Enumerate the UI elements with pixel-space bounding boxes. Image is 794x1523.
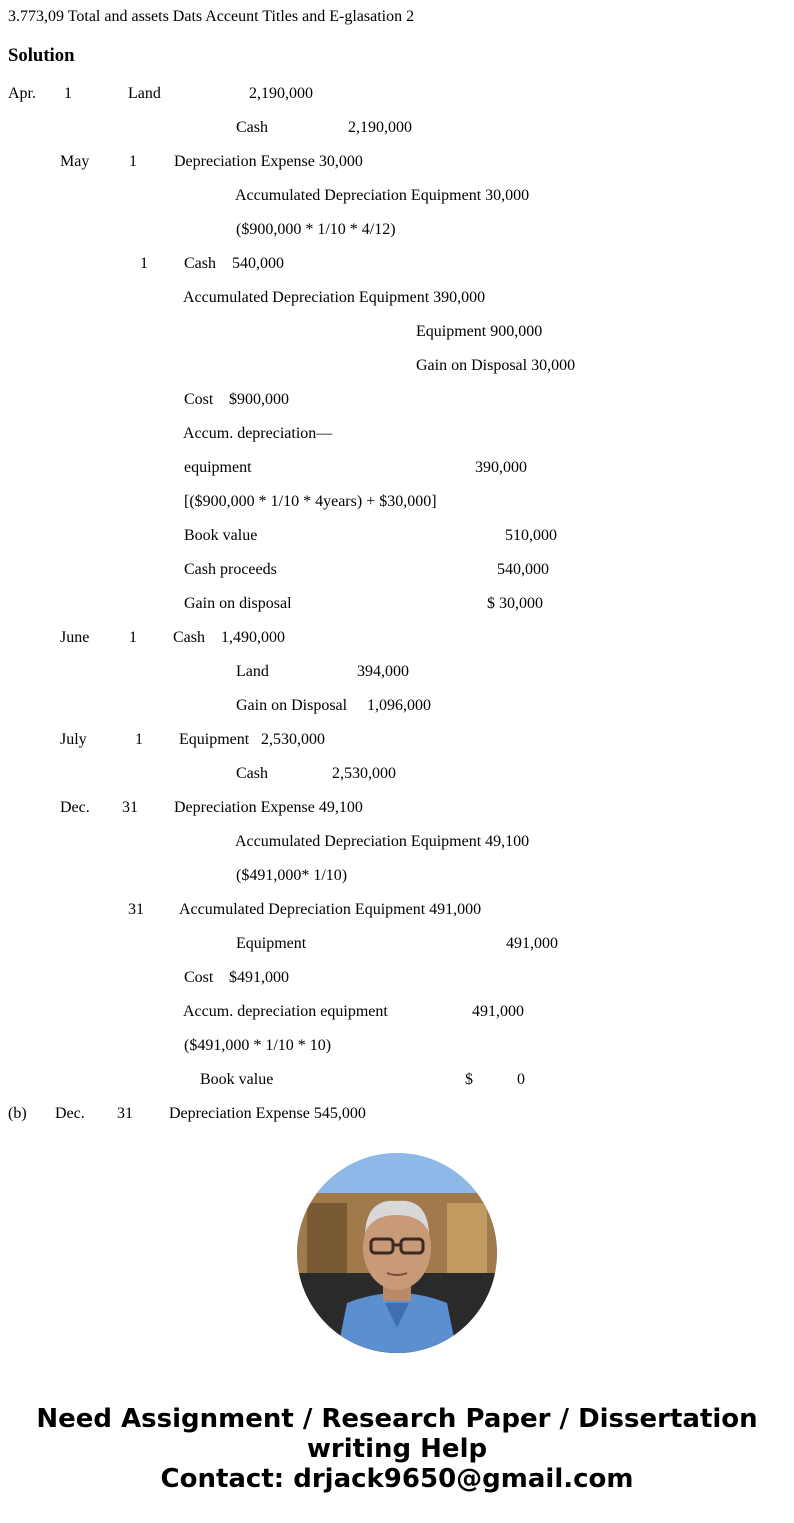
entry-month: Apr. [8,85,36,102]
debit-account: Land [128,85,161,102]
promo-banner [0,1404,794,1494]
entry-day: 1 [129,629,137,646]
credit-amount: 2,530,000 [332,765,396,782]
debit-line: Depreciation Expense 49,100 [174,799,363,816]
entry-day: 31 [128,901,144,918]
calc-label: Cost [184,969,214,986]
entry-month: Dec. [55,1105,85,1122]
debit-account: Cash [173,629,205,646]
avatar [297,1153,497,1353]
calc-label: Book value [200,1071,274,1088]
promo-contact: Contact: drjack9650@gmail.com [160,1464,634,1494]
promo-line: writing Help [306,1434,488,1464]
credit-line: Accumulated Depreciation Equipment 49,100 [235,833,530,850]
entry-month: May [60,153,90,170]
credit-account: Equipment [236,935,307,952]
person-portrait-icon [297,1153,497,1353]
calc-value: 0 [517,1071,525,1088]
debit-account: Cash [184,255,216,272]
entry-day: 1 [64,85,72,102]
calc-value: $900,000 [229,391,289,408]
credit-amount: 2,190,000 [348,119,412,136]
credit-account: Gain on Disposal [236,697,348,714]
debit-amount: 2,190,000 [249,85,313,102]
calculation-note: ($900,000 * 1/10 * 4/12) [236,221,396,238]
debit-line: Depreciation Expense 545,000 [169,1105,366,1122]
debit-line: Depreciation Expense 30,000 [174,153,363,170]
credit-line: Accumulated Depreciation Equipment 30,000 [235,187,530,204]
debit-amount: 1,490,000 [221,629,285,646]
calculation-note: ($491,000 * 1/10 * 10) [184,1037,332,1054]
credit-amount: 1,096,000 [367,697,431,714]
solution-heading: Solution [8,45,75,66]
credit-line: Gain on Disposal 30,000 [416,357,576,374]
entry-day: 1 [140,255,148,272]
calc-label: equipment [184,459,252,476]
calc-label: Cash proceeds [184,561,277,578]
calc-value: $491,000 [229,969,289,986]
calculation-note: [($900,000 * 1/10 * 4years) + $30,000] [184,493,437,510]
calc-currency: $ [465,1071,473,1088]
debit-account: Equipment [179,731,250,748]
entry-day: 1 [135,731,143,748]
calc-label: Accum. depreciation— [183,425,333,442]
calc-label: Accum. depreciation equipment [183,1003,388,1020]
entry-month: June [60,629,90,646]
calculation-note: ($491,000* 1/10) [236,867,348,884]
credit-amount: 491,000 [506,935,558,952]
calc-label: Cost [184,391,214,408]
credit-amount: 394,000 [357,663,409,680]
calc-value: $ 30,000 [487,595,543,612]
credit-account: Cash [236,119,268,136]
part-label: (b) [8,1105,27,1122]
calc-label: Gain on disposal [184,595,292,612]
calc-value: 491,000 [472,1003,524,1020]
credit-account: Land [236,663,269,680]
document-title-line: 3.773,09 Total and assets Dats Acceunt Titles and E-glasation 2 [8,8,415,25]
promo-line: Need Assignment / Research Paper / Dissertation [36,1404,758,1434]
calc-label: Book value [184,527,258,544]
entry-day: 31 [117,1105,133,1122]
entry-day: 1 [129,153,137,170]
calc-value: 540,000 [497,561,549,578]
debit-line: Accumulated Depreciation Equipment 491,000 [179,901,482,918]
entry-day: 31 [122,799,138,816]
credit-account: Cash [236,765,268,782]
calc-value: 510,000 [505,527,557,544]
calc-value: 390,000 [475,459,527,476]
debit-line: Accumulated Depreciation Equipment 390,000 [183,289,486,306]
entry-month: Dec. [60,799,90,816]
credit-line: Equipment 900,000 [416,323,543,340]
entry-month: July [60,731,87,748]
debit-amount: 2,530,000 [261,731,325,748]
debit-amount: 540,000 [232,255,284,272]
